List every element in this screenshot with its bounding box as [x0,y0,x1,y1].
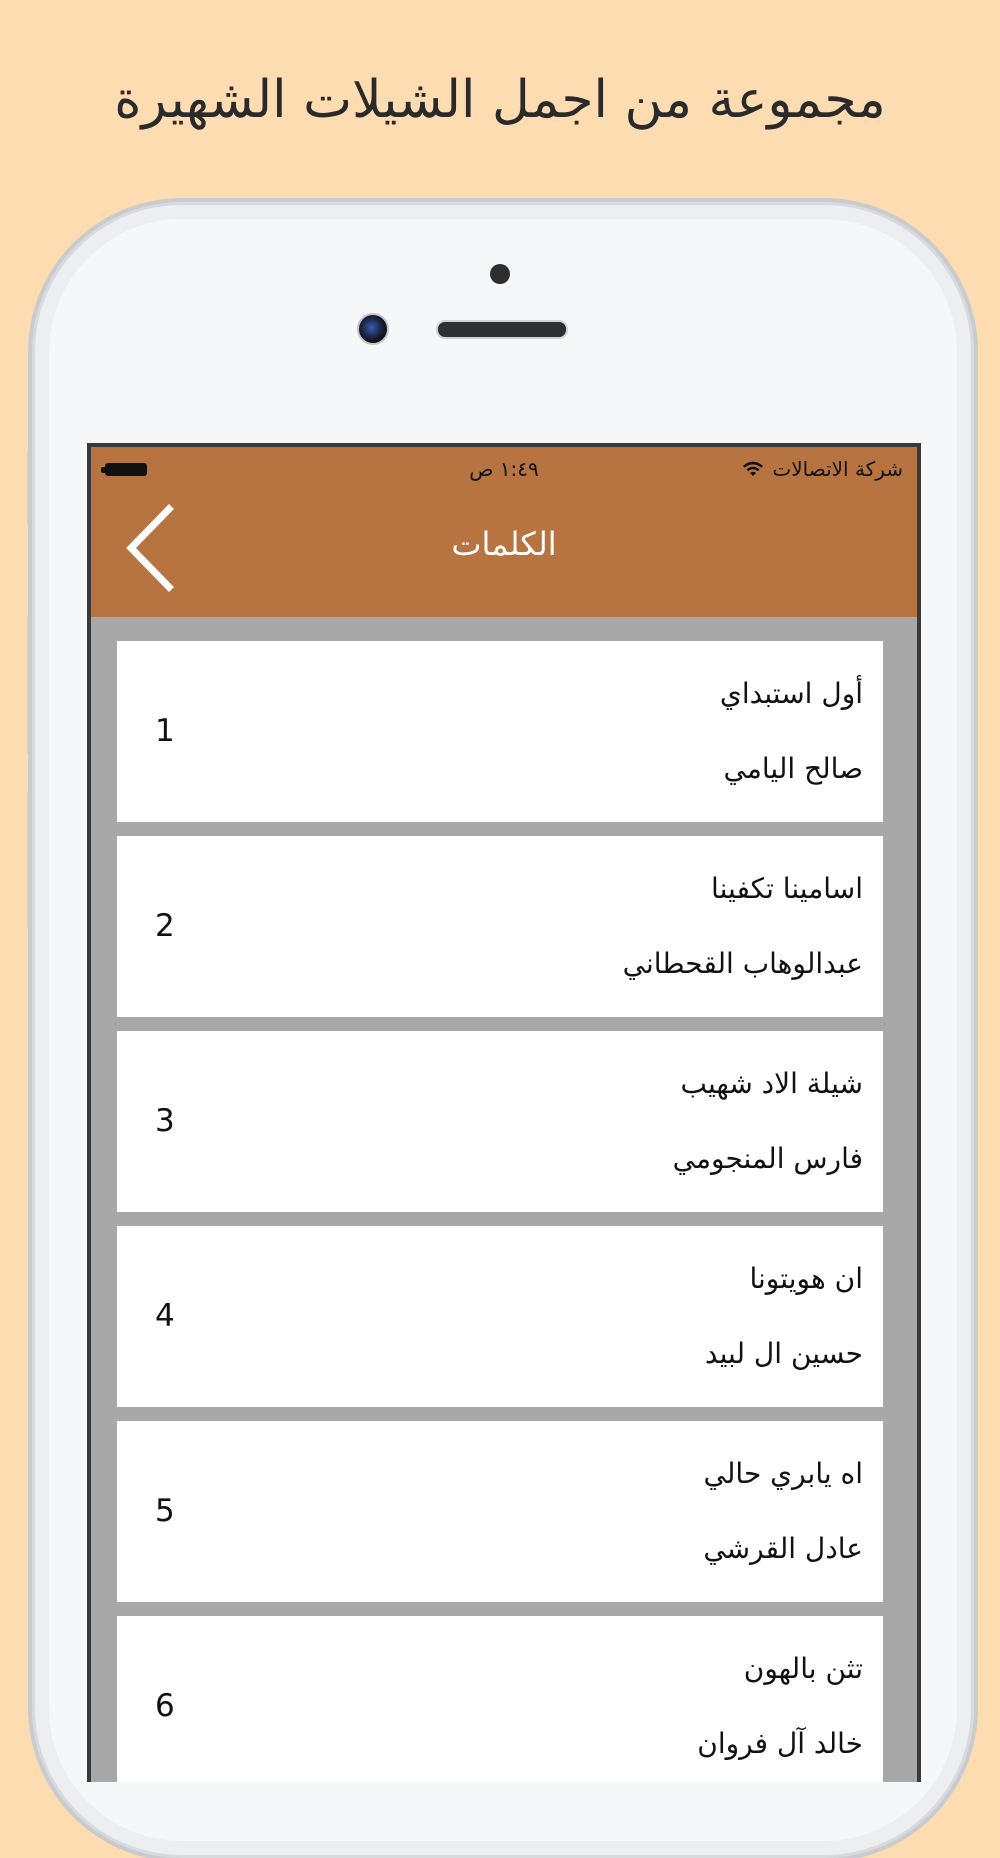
list-item[interactable] [117,1226,883,1407]
navigation-bar [91,447,917,617]
item-number: 1 [155,713,175,749]
item-number: 6 [155,1688,175,1724]
list-item[interactable] [117,836,883,1017]
item-artist: صالح اليامي [723,752,863,785]
item-number: 3 [155,1103,175,1139]
page-title: الكلمات [451,525,557,563]
battery-icon [105,463,147,476]
item-title: تثن بالهون [743,1652,863,1685]
status-time: ١:٤٩ ص [469,457,539,481]
item-title: اسامينا تكفينا [711,872,863,905]
item-artist: خالد آل فروان [697,1727,863,1760]
app-screen [87,443,921,1782]
item-number: 2 [155,908,175,944]
item-title: ان هويتونا [749,1262,863,1295]
list-item[interactable] [117,641,883,822]
item-number: 5 [155,1493,175,1529]
item-artist: عادل القرشي [703,1532,863,1565]
item-artist: فارس المنجومي [672,1142,863,1175]
promo-headline: مجموعة من اجمل الشيلات الشهيرة [114,70,886,130]
list-item[interactable] [117,1421,883,1602]
list-item[interactable] [117,1031,883,1212]
item-artist: عبدالوهاب القحطاني [622,947,863,980]
item-artist: حسين ال لبيد [704,1337,863,1370]
item-number: 4 [155,1298,175,1334]
proximity-sensor [490,264,510,284]
item-title: شيلة الاد شهيب [680,1067,863,1100]
status-bar [91,447,917,491]
list-item[interactable] [117,1616,883,1782]
item-title: أول استبداي [719,677,863,710]
lyrics-list [117,641,883,1782]
front-camera [357,313,389,345]
carrier-label: شركة الاتصالات [772,457,903,481]
item-title: اه يابري حالي [703,1457,863,1490]
earpiece-speaker [436,320,568,339]
